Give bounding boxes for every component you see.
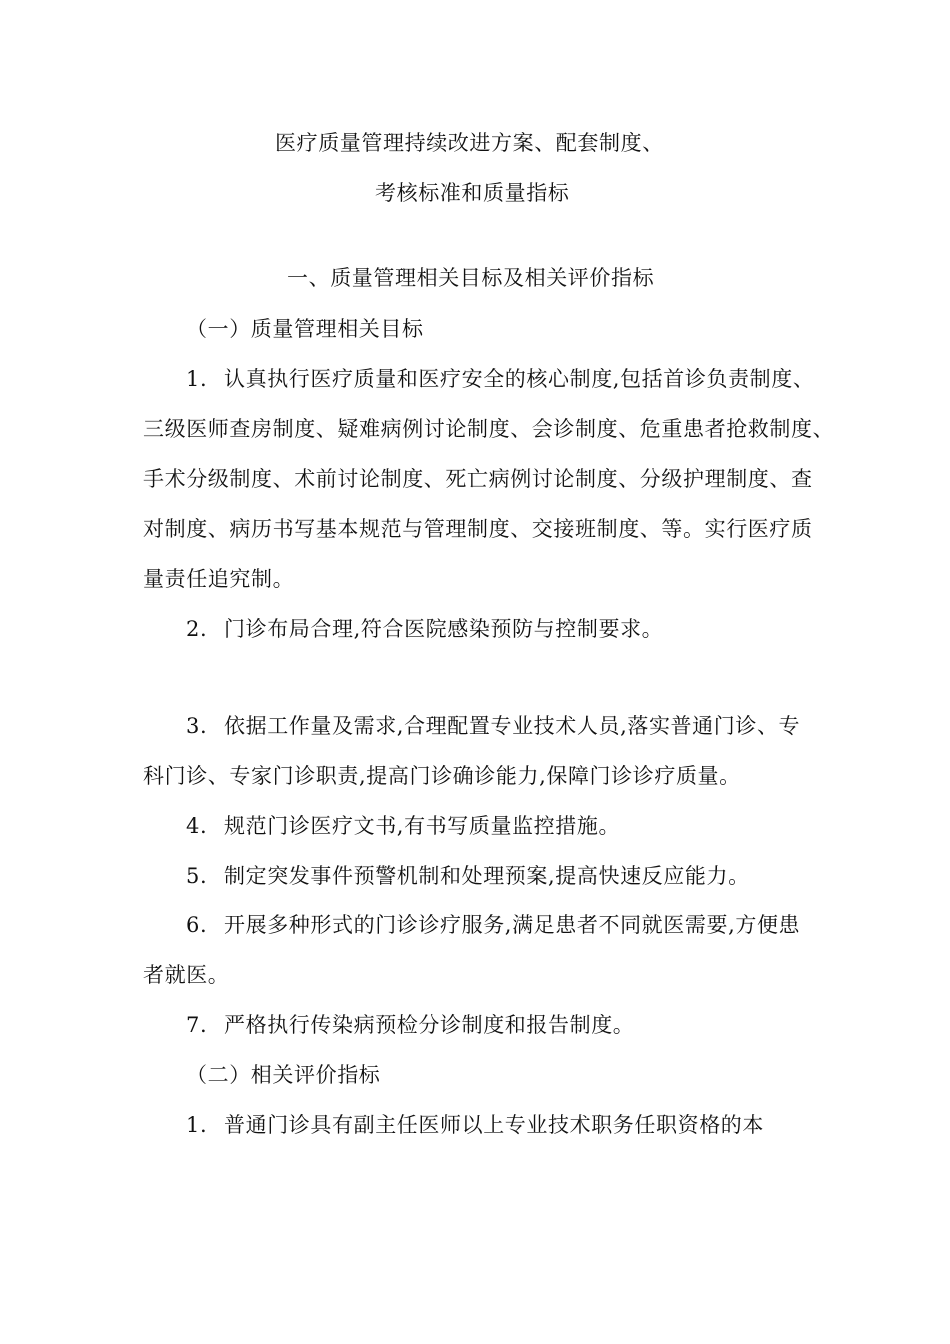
evaluation-item-1 xyxy=(186,1112,764,1138)
list-item-number: 2. xyxy=(186,617,208,641)
list-item-4 xyxy=(186,813,620,839)
list-item-number: 7. xyxy=(186,1013,208,1037)
subsection-heading-targets: （一）质量管理相关目标 xyxy=(186,317,424,341)
list-item-1-continuation: 手术分级制度、术前讨论制度、死亡病例讨论制度、分级护理制度、查 xyxy=(143,467,813,491)
list-item-1-continuation: 量责任追究制。 xyxy=(143,567,295,591)
list-item-number: 3. xyxy=(186,714,208,738)
list-item-6-continuation: 者就医。 xyxy=(143,963,230,987)
document-title-line-2: 考核标准和质量指标 xyxy=(375,181,570,205)
list-item-number: 5. xyxy=(186,864,208,888)
list-item-text: 普通门诊具有副主任医师以上专业技术职务任职资格的本 xyxy=(224,1113,764,1137)
subsection-heading-evaluation: （二）相关评价指标 xyxy=(186,1063,381,1087)
list-item-text: 严格执行传染病预检分诊制度和报告制度。 xyxy=(224,1013,635,1037)
list-item-text: 依据工作量及需求,合理配置专业技术人员,落实普通门诊、专 xyxy=(224,714,801,738)
document-title-line-1: 医疗质量管理持续改进方案、配套制度、 xyxy=(275,131,664,155)
section-heading: 一、质量管理相关目标及相关评价指标 xyxy=(287,266,655,290)
list-item-5 xyxy=(186,863,750,889)
list-item-1-continuation: 三级医师查房制度、疑难病例讨论制度、会诊制度、危重患者抢救制度、 xyxy=(143,417,835,441)
list-item-number: 1. xyxy=(186,367,208,391)
list-item-text: 规范门诊医疗文书,有书写质量监控措施。 xyxy=(224,814,621,838)
list-item-text: 门诊布局合理,符合医院感染预防与控制要求。 xyxy=(224,617,664,641)
list-item-number: 6. xyxy=(186,913,208,937)
list-item-6 xyxy=(186,912,800,938)
list-item-7 xyxy=(186,1012,634,1038)
list-item-text: 认真执行医疗质量和医疗安全的核心制度,包括首诊负责制度、 xyxy=(224,367,815,391)
list-item-1 xyxy=(186,366,814,392)
list-item-3 xyxy=(186,713,800,739)
list-item-1-continuation: 对制度、病历书写基本规范与管理制度、交接班制度、等。实行医疗质 xyxy=(143,517,813,541)
list-item-number: 4. xyxy=(186,814,208,838)
list-item-2 xyxy=(186,616,663,642)
list-item-number: 1. xyxy=(186,1113,208,1137)
list-item-text: 开展多种形式的门诊诊疗服务,满足患者不同就医需要,方便患 xyxy=(224,913,801,937)
list-item-text: 制定突发事件预警机制和处理预案,提高快速反应能力。 xyxy=(224,864,750,888)
list-item-3-continuation: 科门诊、专家门诊职责,提高门诊确诊能力,保障门诊诊疗质量。 xyxy=(143,764,741,788)
